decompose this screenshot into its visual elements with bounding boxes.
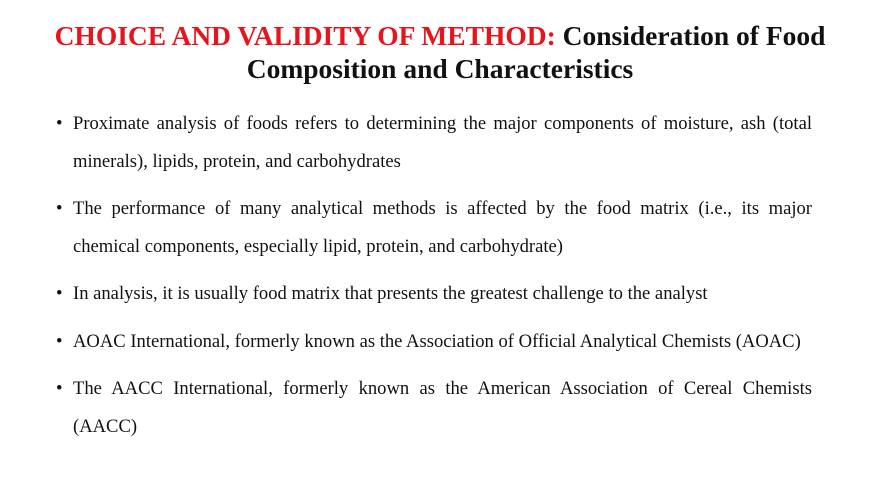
bullet-item (56, 275, 812, 313)
bullet-icon: • (56, 330, 63, 352)
title-rest: Consideration of Food Composition and Characteristics (246, 20, 826, 84)
bullet-icon: • (56, 198, 63, 219)
bullet-item (56, 323, 812, 361)
bullet-text: The performance of many analytical methods is affected by the food matrix (i.e., its major chemical components, especially lipid, protein, and carbohydrate) (73, 198, 812, 257)
bullet-icon: • (56, 113, 63, 134)
slide-title (40, 19, 840, 85)
bullet-text: In analysis, it is usually food matrix that presents the greatest challenge to the analyst (73, 283, 708, 304)
bullet-item (56, 105, 812, 180)
bullet-text: AOAC International, formerly known as the Association of Official Analytical Chemists (AOAC) (73, 330, 801, 352)
bullet-list (56, 105, 812, 455)
bullet-text: Proximate analysis of foods refers to determining the major components of moisture, ash (total minerals), lipids, protein, and carbohydrates (73, 113, 812, 172)
bullet-item (56, 190, 812, 265)
bullet-icon: • (56, 283, 63, 304)
bullet-text: The AACC International, formerly known as the American Association of Cereal Chemists (AACC) (73, 378, 812, 437)
bullet-icon: • (56, 378, 63, 399)
bullet-item (56, 370, 812, 445)
title-highlight: CHOICE AND VALIDITY OF METHOD: (54, 20, 556, 51)
